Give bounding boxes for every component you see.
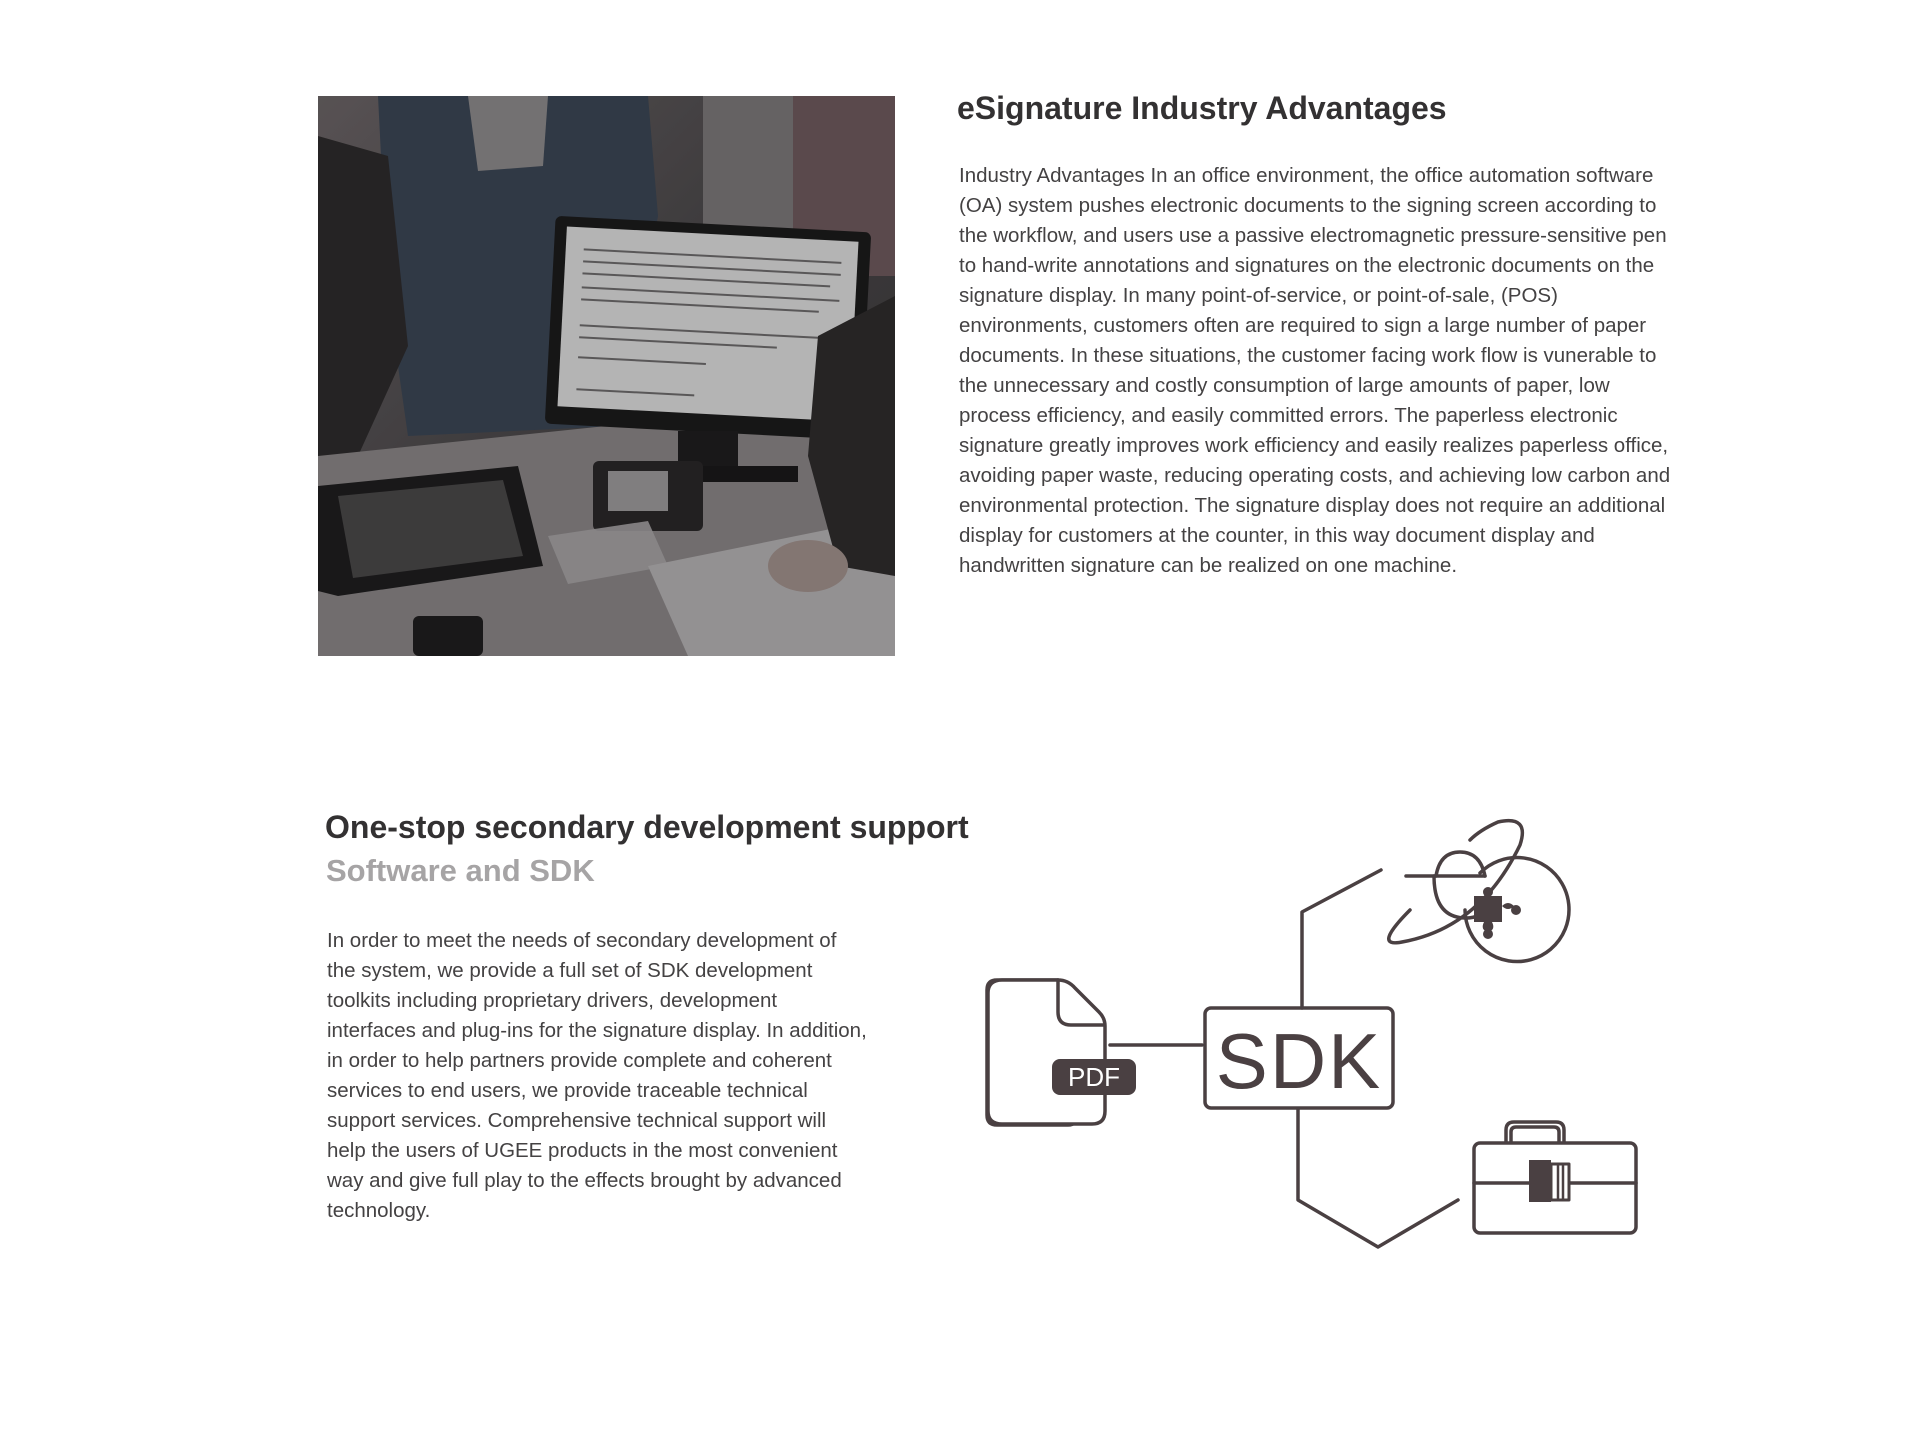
development-support-title: One-stop secondary development support (325, 809, 969, 845)
sdk-diagram (940, 800, 1660, 1260)
pdf-file-outline (988, 980, 1105, 1124)
development-support-body: In order to meet the needs of secondary development of the system, we provide a full set of SDK development toolkits including proprietary drivers, development interfaces and plug-ins for the signature display. In addition, in order to help partners provide complete and coherent services to end users, we provide traceable technical support services. Comprehensive technical support will help the users of UGEE products in the most convenient way and give full play to the effects brought by advanced technology. (327, 929, 867, 1222)
industry-advantages-body: Industry Advantages In an office environment, the office automation software (OA) system pushes electronic documents to the signing screen according to the workflow, and users use a passive electromagnetic pressure-sensitive pen to hand-write annotations and signatures on the electronic documents on the signature display. In many point-of-service, or point-of-sale, (POS) environments, customers often are required to sign a large number of paper documents. In these situations, the customer facing work flow is vunerable to the unnecessary and costly consumption of large amounts of paper, low process efficiency, and easily committed errors. The paperless electronic signature greatly improves work efficiency and easily realizes paperless office, avoiding paper waste, reducing operating costs, and achieving low carbon and environmental protection. The signature display does not require an additional display for customers at the counter, in this way document display and handwritten signature can be realized on one machine. (959, 164, 1671, 577)
software-sdk-subtitle: Software and SDK (326, 853, 595, 888)
toolbox-icon (1474, 1122, 1636, 1233)
pdf-label: PDF (1068, 1062, 1120, 1092)
sdk-label: SDK (1215, 1017, 1383, 1105)
browser-plugin-icon (1389, 821, 1569, 962)
industry-advantages-title: eSignature Industry Advantages (957, 90, 1447, 126)
signature-display-photo (318, 96, 895, 656)
